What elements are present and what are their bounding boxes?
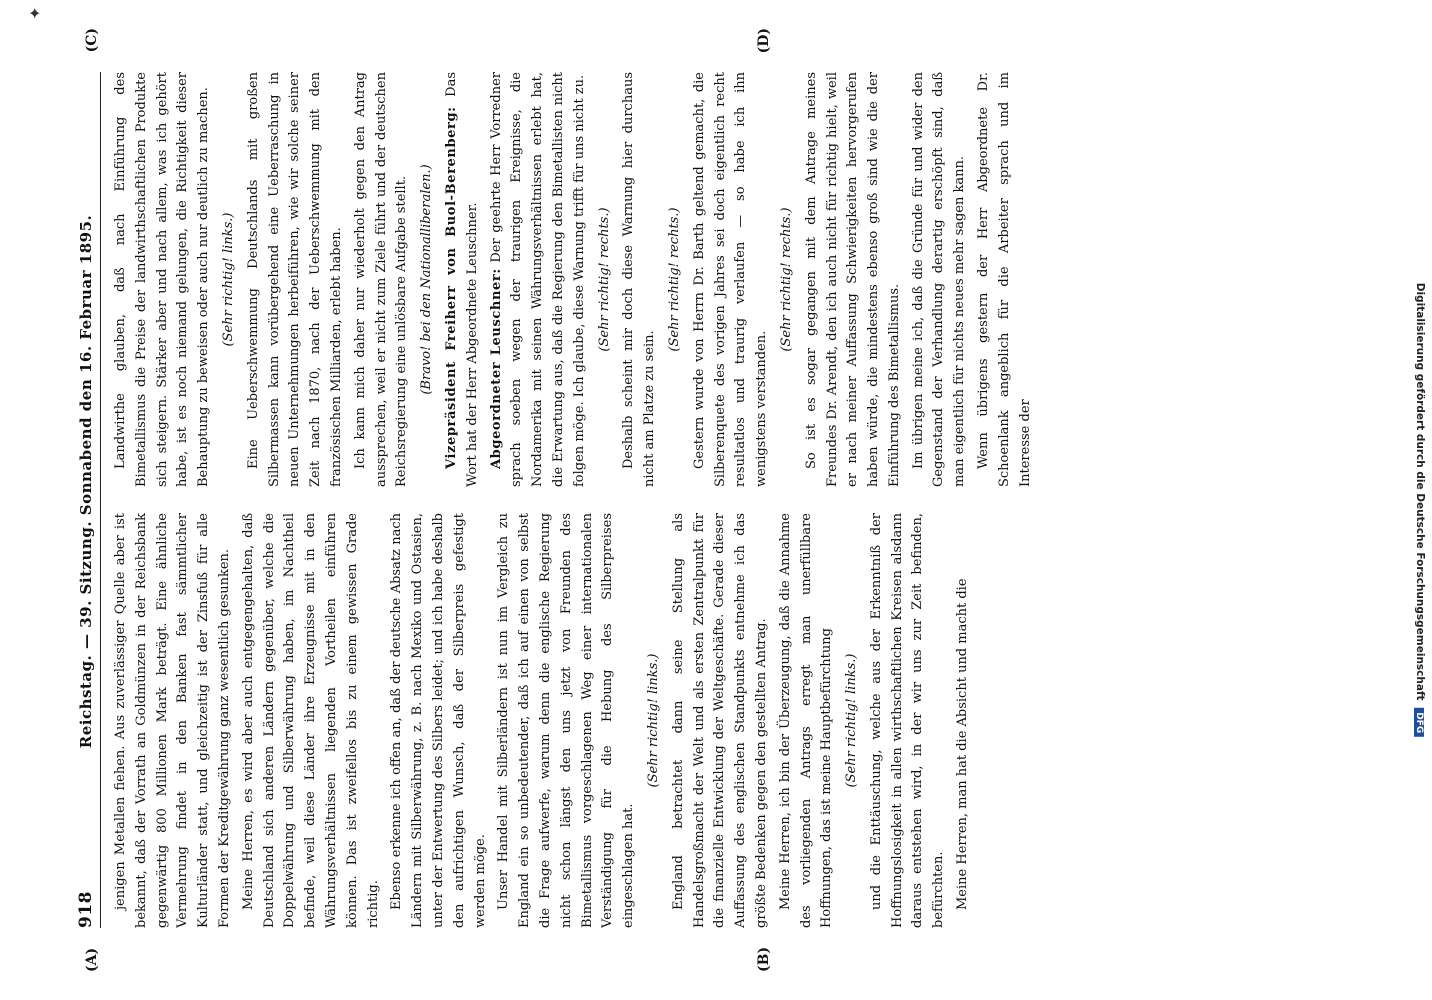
interjection: (Sehr richtig! links.) bbox=[220, 212, 236, 347]
paragraph: jenigen Metallen fiehen. Aus zuverlässiger Quelle aber ist bekannt, daß der Vorrath an Goldmünzen in der Reichsbank gegenwärtig 800 Millionen Mark beträgt. Eine ähnliche Vermehrung findet in den Banken fast sämmtlicher Kulturländer statt, und gleichzeitig ist der Zinsfuß für alle Formen der Kreditgewährung ganz wesentlich gesunken. bbox=[113, 513, 232, 928]
paragraph: Ebenso erkenne ich offen an, daß der deutsche Absatz nach Ländern mit Silberwährung, z. B. nach Mexiko und Ostasien, unter der Entwertung des Silbers leidet; und ich habe deshalb den aufrichtigen Wunsch, daß der Silberpreis gefestigt werden möge. bbox=[389, 513, 488, 928]
interjection: (Sehr richtig! links.) bbox=[645, 653, 661, 788]
paragraph: Meine Herren, es wird aber auch entgegengehalten, daß Deutschland sich anderen Ländern gegenüber, welche die Doppelwährung und Silberwährung haben, im Nachtheil befinde, weil diese Länder ihre Erzeugnisse mit in den Währungsverhältnissen liegenden Vortheilen einführen können. Das ist zweifellos bis zu einem gewissen Grade richtig. bbox=[240, 513, 381, 928]
page-number: 918 bbox=[76, 891, 96, 928]
page-title: Reichstag. — 39. Sitzung. Sonnabend den 16. Februar 1895. bbox=[77, 214, 95, 749]
stamp-text: Digitalisierung gefördert durch die Deutsche Forschungsgemeinschaft bbox=[1414, 282, 1426, 701]
dfg-logo: DFG bbox=[1414, 708, 1424, 737]
paragraph: und die Enttäuschung, welche aus der Erkenntniß der Hoffnungslosigkeit in allen wirthschaftlichen Kreisen alsdann daraus entstehen wird, in der wir uns zur Zeit befinden, befürchten. bbox=[868, 513, 947, 928]
speech-text: Der geehrte Herr Vorredner sprach soeben wegen der traurigen Ereignisse, die Nordamerika mit seinen Währungsverhältnissen erlebt hat, die Erwartung aus, daß die Regierung den Bimetallisten nicht folgen möge. Ich glaube, diese Warnung trifft für uns nicht zu. bbox=[488, 72, 587, 487]
margin-marker-d: (D) bbox=[756, 28, 772, 54]
paragraph: Meine Herren, ich bin der Überzeugung, daß die Annahme des vorliegenden Antrags erregt man unerfüllbare Hoffnungen, das ist meine Hauptbefürchtung bbox=[777, 513, 835, 928]
right-column bbox=[111, 72, 1291, 487]
document-page bbox=[36, 20, 1396, 980]
paragraph: Gestern wurde von Herrn Dr. Barth geltend gemacht, die Silberenquete des vorigen Jahres sei doch eigentlich recht resultatlos und traurig verlaufen — so habe ich ihn wenigstens verstanden. bbox=[691, 72, 770, 487]
margin-marker-b: (B) bbox=[756, 946, 772, 972]
paragraph: Eine Ueberschwemmung Deutschlands mit großen Silbermassen kann vorübergehend eine Ueberraschung in neuen Unternehmungen herbeiführen, wie wir solche seiner Zeit nach 1870, nach der Ueberschwemmung mit den französischen Milliarden, erlebt haben. bbox=[245, 72, 344, 487]
margin-marker-c: (C) bbox=[84, 28, 100, 53]
interjection: (Sehr richtig! links.) bbox=[844, 653, 860, 788]
paragraph: Unser Handel mit Silberländern ist nun im Vergleich zu England ein so unbedeutender, daß ich auf einen von selbst die Frage aufwerfe, warum denn die englische Regierung nicht schon längst den uns jetzt von Freunden des Bimetallismus vorgeschlagenen Weg einer internationalen Verständigung für die Hebung des Silberpreises eingeschlagen hat. bbox=[496, 513, 637, 928]
paragraph: Ich kann mich daher nur wiederholt gegen den Antrag aussprechen, weil er nicht zum Ziele führt und der deutschen Reichsregierung eine unlösbare Aufgabe stellt. bbox=[352, 72, 410, 487]
interjection: (Sehr richtig! rechts.) bbox=[778, 207, 794, 352]
interjection: (Sehr richtig! rechts.) bbox=[666, 207, 682, 352]
paragraph: Im übrigen meine ich, daß die Gründe für und wider den Gegenstand der Verhandlung derartig erschöpft sind, daß man eigentlich für nichts neues mehr sagen kann. bbox=[910, 72, 968, 487]
paragraph: Meine Herren, man hat die Absicht und macht die bbox=[955, 578, 971, 910]
paragraph: Landwirthe glauben, daß nach Einführung des Bimetallismus die Preise der landwirthschaftlichen Produkte sich steigern. Stärker aber und nach allem, was ich gehört habe, ist es noch niemand gelungen, die Richtigkeit dieser Behauptung zu beweisen oder auch nur deutlich zu machen. bbox=[113, 72, 212, 487]
left-column bbox=[111, 513, 1291, 928]
paragraph: So ist es sogar gegangen mit dem Antrage meines Freundes Dr. Arendt, den ich auch nicht für richtig hielt, weil er nach meiner Auffassung Schwierigkeiten hervorgerufen haben würde, die mindestens ebenso groß sind wie die der Einführung des Bimetallismus. bbox=[803, 72, 902, 487]
speech bbox=[442, 72, 484, 487]
page-header bbox=[76, 72, 101, 928]
speaker-name: Abgeordneter Leuschner: bbox=[488, 268, 504, 469]
scan-mark: ✦ bbox=[28, 4, 42, 23]
speech bbox=[487, 72, 591, 487]
speech-text: Das Wort hat der Herr Abgeordnete Leuschner. bbox=[443, 72, 480, 487]
text-columns bbox=[111, 72, 1291, 928]
paragraph: Deshalb scheint mir doch diese Warnung hier durchaus nicht am Platze zu sein. bbox=[621, 72, 658, 487]
margin-marker-a: (A) bbox=[84, 947, 100, 972]
speaker-name: Vizepräsident Freiherr von Buol-Berenberg: bbox=[443, 106, 459, 469]
interjection: (Sehr richtig! rechts.) bbox=[596, 207, 612, 352]
paragraph: England betrachtet dann seine Stellung als Handelsgroßmacht der Welt und als ersten Zentralpunkt für die finanzielle Entwicklung der Weltgeschäfte. Gerade dieser Auffassung des englischen Standpunkts entnehme ich das größte Bedenken gegen den gestellten Antrag. bbox=[670, 513, 769, 928]
paragraph: Wenn übrigens gestern der Herr Abgeordnete Dr. Schoenlank angeblich für die Arbeiter sprach und im Interesse der bbox=[976, 72, 1033, 487]
digitization-stamp bbox=[1408, 40, 1432, 980]
interjection: (Bravo! bei den Nationalliberalen.) bbox=[419, 164, 435, 395]
